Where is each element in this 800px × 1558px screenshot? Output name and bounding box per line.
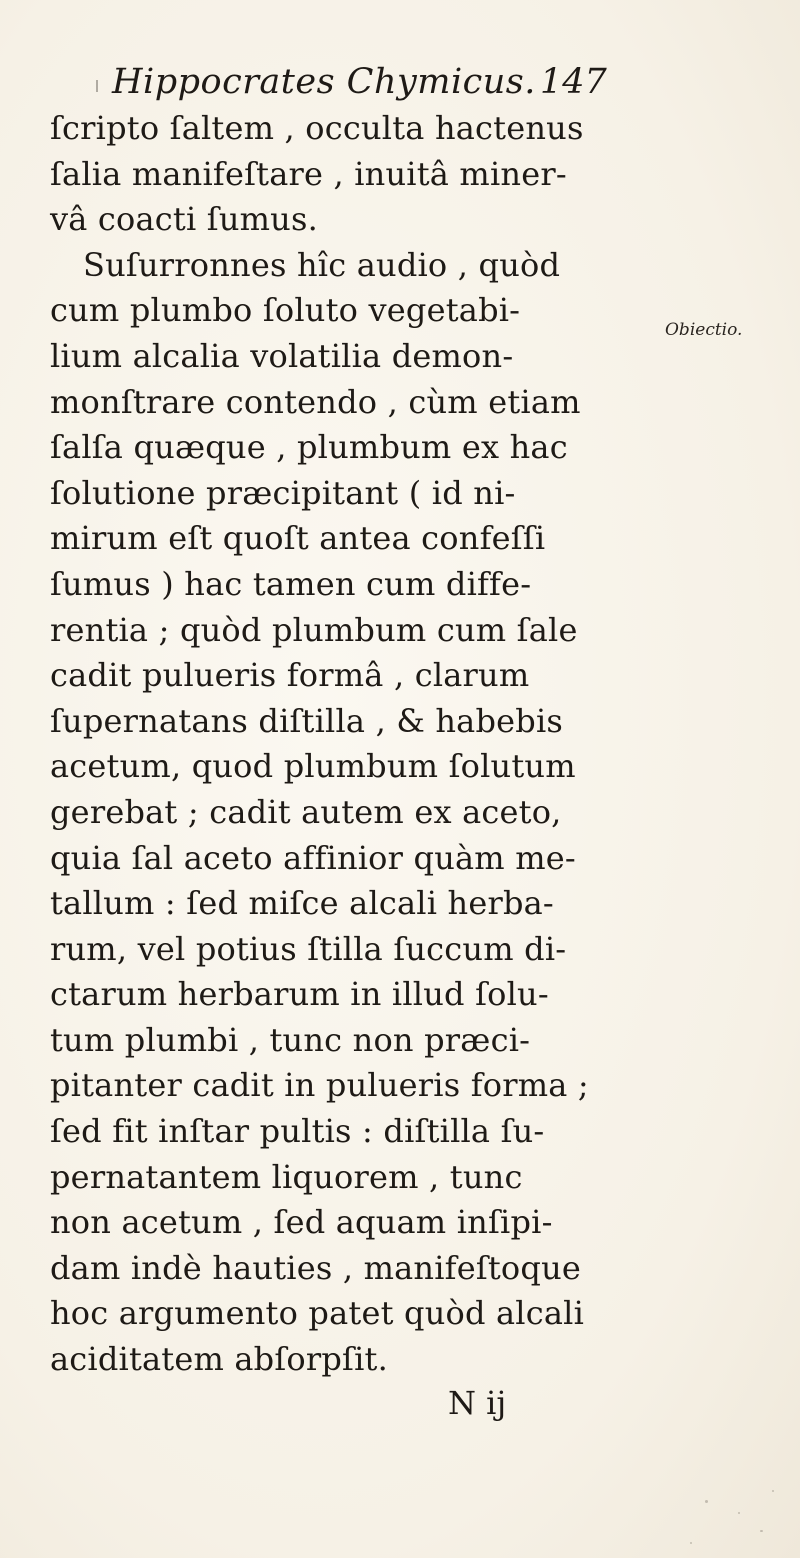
text-line: cum plumbo ſoluto vegetabi- xyxy=(50,291,521,330)
text-line: ſolutione præcipitant ( id ni- xyxy=(50,473,516,512)
text-line: ctarum herbarum in illud ſolu- xyxy=(50,975,549,1014)
text-line: hoc argumento patet quòd alcali xyxy=(50,1294,585,1333)
page-number: 147 xyxy=(540,62,607,102)
text-line: lium alcalia volatilia demon- xyxy=(50,336,514,375)
text-line: mirum eſt quoſt antea confeſſi xyxy=(50,519,546,558)
body-text xyxy=(50,106,630,1383)
text-line: pernatantem liquorem , tunc xyxy=(50,1157,523,1196)
text-line: gerebat ; cadit autem ex aceto, xyxy=(50,792,562,831)
text-line: non acetum , ſed aquam inſipi- xyxy=(50,1203,553,1242)
paper-speck xyxy=(705,1500,708,1503)
text-line: ſupernatans diſtilla , & habebis xyxy=(50,701,564,740)
running-title: Hippocrates Chymicus. xyxy=(112,62,536,102)
text-line: tum plumbi , tunc non præci- xyxy=(50,1020,531,1059)
print-mark xyxy=(96,80,98,92)
text-line: pitanter cadit in pulueris forma ; xyxy=(50,1066,589,1105)
signature-mark: N ij xyxy=(448,1384,507,1422)
text-line: dam indè hauties , manifeſtoque xyxy=(50,1248,582,1287)
text-line: quia ſal aceto affinior quàm me- xyxy=(50,838,576,877)
text-line: ſalſa quæque , plumbum ex hac xyxy=(50,428,568,467)
text-line: acetum, quod plumbum ſolutum xyxy=(50,747,576,786)
text-line: Suſurronnes hîc audio , quòd xyxy=(83,245,561,284)
text-line: cadit pulueris formâ , clarum xyxy=(50,656,530,695)
margin-note: Obiectio. xyxy=(665,320,743,340)
paper-speck xyxy=(738,1512,740,1514)
text-line: rentia ; quòd plumbum cum ſale xyxy=(50,610,578,649)
text-line: rum, vel potius ſtilla ſuccum di- xyxy=(50,929,567,968)
paper-speck xyxy=(772,1490,774,1492)
text-line: monſtrare contendo , cùm etiam xyxy=(50,382,581,421)
text-line: ſed fit inſtar pultis : diſtilla ſu- xyxy=(50,1112,545,1151)
text-line: aciditatem abſorpſit. xyxy=(50,1340,388,1379)
text-line: vâ coacti ſumus. xyxy=(50,200,318,239)
text-line: ſumus ) hac tamen cum diffe- xyxy=(50,564,532,603)
page-header xyxy=(0,62,800,112)
paper-speck xyxy=(760,1530,763,1532)
text-line: tallum : ſed miſce alcali herba- xyxy=(50,884,554,923)
text-line: ſalia manifeſtare , inuitâ miner- xyxy=(50,154,567,193)
paper-speck xyxy=(690,1542,692,1544)
text-line: ſcripto ſaltem , occulta hactenus xyxy=(50,109,584,147)
